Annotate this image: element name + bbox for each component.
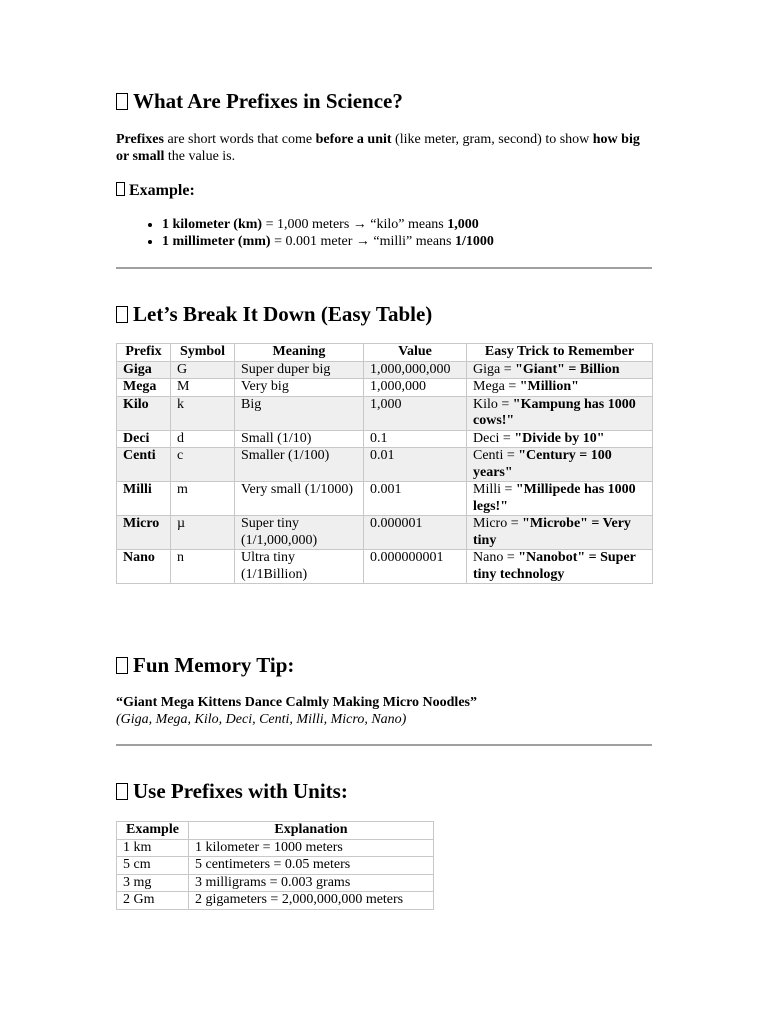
table-row [117,396,653,430]
section-title-text: Use Prefixes with Units: [133,779,348,803]
cell-explanation: 5 centimeters = 0.05 meters [189,857,434,875]
column-header: Easy Trick to Remember [467,344,653,362]
cell-meaning: Big [235,396,364,430]
cell-trick [467,379,653,397]
example-heading-text: Example: [129,182,195,199]
cell-value: 0.000000001 [364,550,467,584]
cell-symbol: G [171,361,235,379]
example-bold-end: 1/1000 [455,233,494,249]
table-header-row [117,822,434,840]
cell-explanation: 1 kilometer = 1000 meters [189,839,434,857]
cell-example: 3 mg [117,874,189,892]
table-row [117,892,434,910]
table-row [117,361,653,379]
cell-prefix: Centi [117,448,171,482]
cell-trick [467,482,653,516]
cell-meaning: Super duper big [235,361,364,379]
trick-prefix: Nano = [473,550,519,565]
table-row [117,448,653,482]
cell-value: 1,000,000 [364,379,467,397]
missing-glyph-icon [116,306,128,323]
column-header: Meaning [235,344,364,362]
cell-explanation: 3 milligrams = 0.003 grams [189,874,434,892]
cell-prefix: Giga [117,361,171,379]
intro-paragraph [116,131,652,165]
section-title-text: What Are Prefixes in Science? [133,89,403,113]
trick-prefix: Giga = [473,361,516,377]
divider [116,267,652,269]
column-header: Symbol [171,344,235,362]
example-bold-end: 1,000 [447,217,479,232]
trick-prefix: Mega = [473,379,520,394]
table-row [117,550,653,584]
table-row [117,874,434,892]
trick-bold: "Nanobot" = Super tiny technology [473,550,636,582]
table-header-row [117,344,653,362]
memory-quote: “Giant Mega Kittens Dance Calmly Making Micro Noodles” [116,695,477,710]
trick-bold: "Kampung has 1000 cows!" [473,396,636,428]
cell-symbol: µ [171,516,235,550]
section-title-memory-tip [116,652,294,678]
table-row [117,516,653,550]
cell-trick [467,550,653,584]
cell-explanation: 2 gigameters = 2,000,000,000 meters [189,892,434,910]
cell-meaning: Super tiny (1/1,000,000) [235,516,364,550]
cell-meaning: Ultra tiny (1/1Billion) [235,550,364,584]
cell-symbol: n [171,550,235,584]
cell-prefix: Milli [117,482,171,516]
cell-example: 1 km [117,839,189,857]
cell-trick [467,430,653,448]
table-row [117,379,653,397]
cell-meaning: Small (1/10) [235,430,364,448]
cell-prefix: Kilo [117,396,171,430]
example-text: = 0.001 meter → “milli” means [270,233,455,249]
column-header: Value [364,344,467,362]
example-text: = 1,000 meters → “kilo” means [262,217,448,232]
units-table [116,821,434,910]
cell-symbol: k [171,396,235,430]
trick-prefix: Kilo = [473,396,513,412]
memory-list: (Giga, Mega, Kilo, Deci, Centi, Milli, Micro, Nano) [116,712,407,727]
intro-bold-2: before a unit [315,132,392,147]
cell-prefix: Deci [117,430,171,448]
table-row [117,839,434,857]
missing-glyph-icon [116,93,128,110]
table-row [117,430,653,448]
cell-meaning: Very big [235,379,364,397]
cell-symbol: c [171,448,235,482]
intro-bold-3: how big or small [116,132,640,164]
trick-prefix: Micro = [473,516,523,531]
intro-text-2: (like meter, gram, second) to show [391,132,593,147]
section-title-text: Let’s Break It Down (Easy Table) [133,302,433,326]
column-header: Example [117,822,189,840]
trick-bold: "Microbe" = Very tiny [473,516,631,548]
example-bold: 1 millimeter (mm) [162,233,271,249]
cell-symbol: M [171,379,235,397]
cell-value: 0.01 [364,448,467,482]
list-item [162,234,652,251]
cell-value: 0.000001 [364,516,467,550]
table-row [117,857,434,875]
cell-example: 2 Gm [117,892,189,910]
cell-symbol: d [171,430,235,448]
list-item [162,217,652,234]
example-bold: 1 kilometer (km) [162,217,263,232]
cell-trick [467,516,653,550]
section-title-break-down [116,301,432,327]
cell-trick [467,361,653,379]
trick-prefix: Centi = [473,448,519,463]
cell-value: 0.001 [364,482,467,516]
cell-meaning: Very small (1/1000) [235,482,364,516]
cell-value: 1,000 [364,396,467,430]
cell-prefix: Mega [117,379,171,397]
cell-trick [467,396,653,430]
column-header: Explanation [189,822,434,840]
example-heading [116,181,195,201]
section-title-prefixes [116,88,403,114]
divider [116,744,652,746]
section-title-text: Fun Memory Tip: [133,653,295,677]
cell-symbol: m [171,482,235,516]
trick-bold: "Millipede has 1000 legs!" [473,482,636,514]
trick-prefix: Deci = [473,430,515,446]
missing-glyph-icon [116,657,128,674]
trick-bold: "Divide by 10" [514,430,605,446]
trick-bold: "Giant" = Billion [515,361,620,377]
cell-value: 1,000,000,000 [364,361,467,379]
cell-prefix: Nano [117,550,171,584]
example-list [116,217,652,250]
column-header: Prefix [117,344,171,362]
cell-value: 0.1 [364,430,467,448]
trick-prefix: Milli = [473,482,516,497]
table-row [117,482,653,516]
cell-example: 5 cm [117,857,189,875]
intro-text-1: are short words that come [163,132,316,147]
intro-text-3: the value is. [164,149,236,164]
prefix-table [116,343,653,584]
trick-bold: "Million" [519,379,579,394]
cell-prefix: Micro [117,516,171,550]
cell-meaning: Smaller (1/100) [235,448,364,482]
trick-bold: "Century = 100 years" [473,448,612,480]
section-title-use-prefixes [116,778,348,804]
cell-trick [467,448,653,482]
missing-glyph-icon [116,783,128,800]
missing-glyph-icon [116,182,125,196]
intro-bold-1: Prefixes [116,132,164,147]
